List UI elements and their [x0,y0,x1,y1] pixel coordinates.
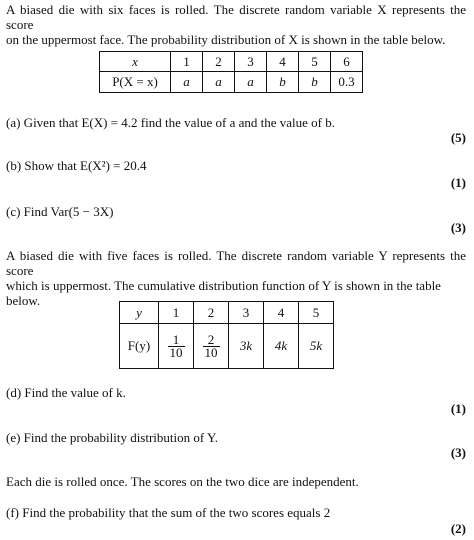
intro-paragraph-1 [6,2,466,47]
table-y-header-label: y [120,302,159,324]
table-y-cdf-cell [159,324,194,369]
table-x-prob-row [100,72,363,93]
question-f: (f) Find the probability that the sum of the two scores equals 2 [6,505,331,520]
table-y-header-cell: 1 [159,302,194,324]
fraction-numerator: 2 [203,334,220,347]
intro-1-line-1: A biased die with six faces is rolled. The discrete random variable X represents the score [6,2,466,32]
question-e: (e) Find the probability distribution of Y. [6,430,218,445]
table-x-header-row [100,52,363,72]
fraction-denominator: 10 [169,344,183,360]
table-y-header-cell: 4 [264,302,299,324]
fraction-numerator: 1 [168,334,185,347]
table-y-header-row [120,302,334,324]
marks-a: (5) [450,130,466,145]
table-y-cdf-row [120,324,334,369]
intro-paragraph-2 [6,248,466,308]
table-x-header-cell: 3 [235,52,267,72]
table-x-prob-cell: 0.3 [331,72,363,93]
table-x-prob-cell: b [267,72,299,93]
table-y-header-cell: 3 [229,302,264,324]
intro-2-line-1: A biased die with five faces is rolled. The discrete random variable Y represents the score [6,248,466,278]
marks-e: (3) [450,445,466,460]
table-y-cdf-cell: 4k [264,324,299,369]
table-x-header-cell: 5 [299,52,331,72]
table-y-cdf-cell: 3k [229,324,264,369]
table-y-header-cell: 5 [299,302,334,324]
table-y-header-cell: 2 [194,302,229,324]
table-y-cdf-cell: 5k [299,324,334,369]
intro-2-line-2: which is uppermost. The cumulative distribution function of Y is shown in the table [6,278,441,293]
distribution-table-x [99,51,363,93]
intro-1-line-2: on the uppermost face. The probability distribution of X is shown in the table below. [6,32,446,47]
table-y-row-label: F(y) [120,324,159,369]
question-c: (c) Find Var(5 − 3X) [6,204,114,219]
fraction-one-tenth [168,331,185,360]
table-x-header-cell: 1 [171,52,203,72]
marks-d: (1) [450,401,466,416]
cdf-table-y [119,301,334,369]
fraction-denominator: 10 [204,344,218,360]
marks-c: (3) [450,220,466,235]
fraction-two-tenths [203,331,220,360]
intro-2-line-3: below. [6,293,41,308]
table-x-prob-cell: a [171,72,203,93]
marks-b: (1) [450,175,466,190]
table-y-cdf-cell [194,324,229,369]
table-x-header-cell: 6 [331,52,363,72]
independence-statement: Each die is rolled once. The scores on the two dice are independent. [6,474,359,489]
question-d: (d) Find the value of k. [6,385,126,400]
table-x-header-cell: 4 [267,52,299,72]
table-x-row-label: P(X = x) [100,72,171,93]
table-x-prob-cell: b [299,72,331,93]
table-x-prob-cell: a [203,72,235,93]
table-x-prob-cell: a [235,72,267,93]
marks-f: (2) [450,521,466,536]
question-a: (a) Given that E(X) = 4.2 find the value of a and the value of b. [6,115,335,130]
question-b: (b) Show that E(X²) = 20.4 [6,158,147,173]
table-x-header-label: x [100,52,171,72]
table-x-header-cell: 2 [203,52,235,72]
